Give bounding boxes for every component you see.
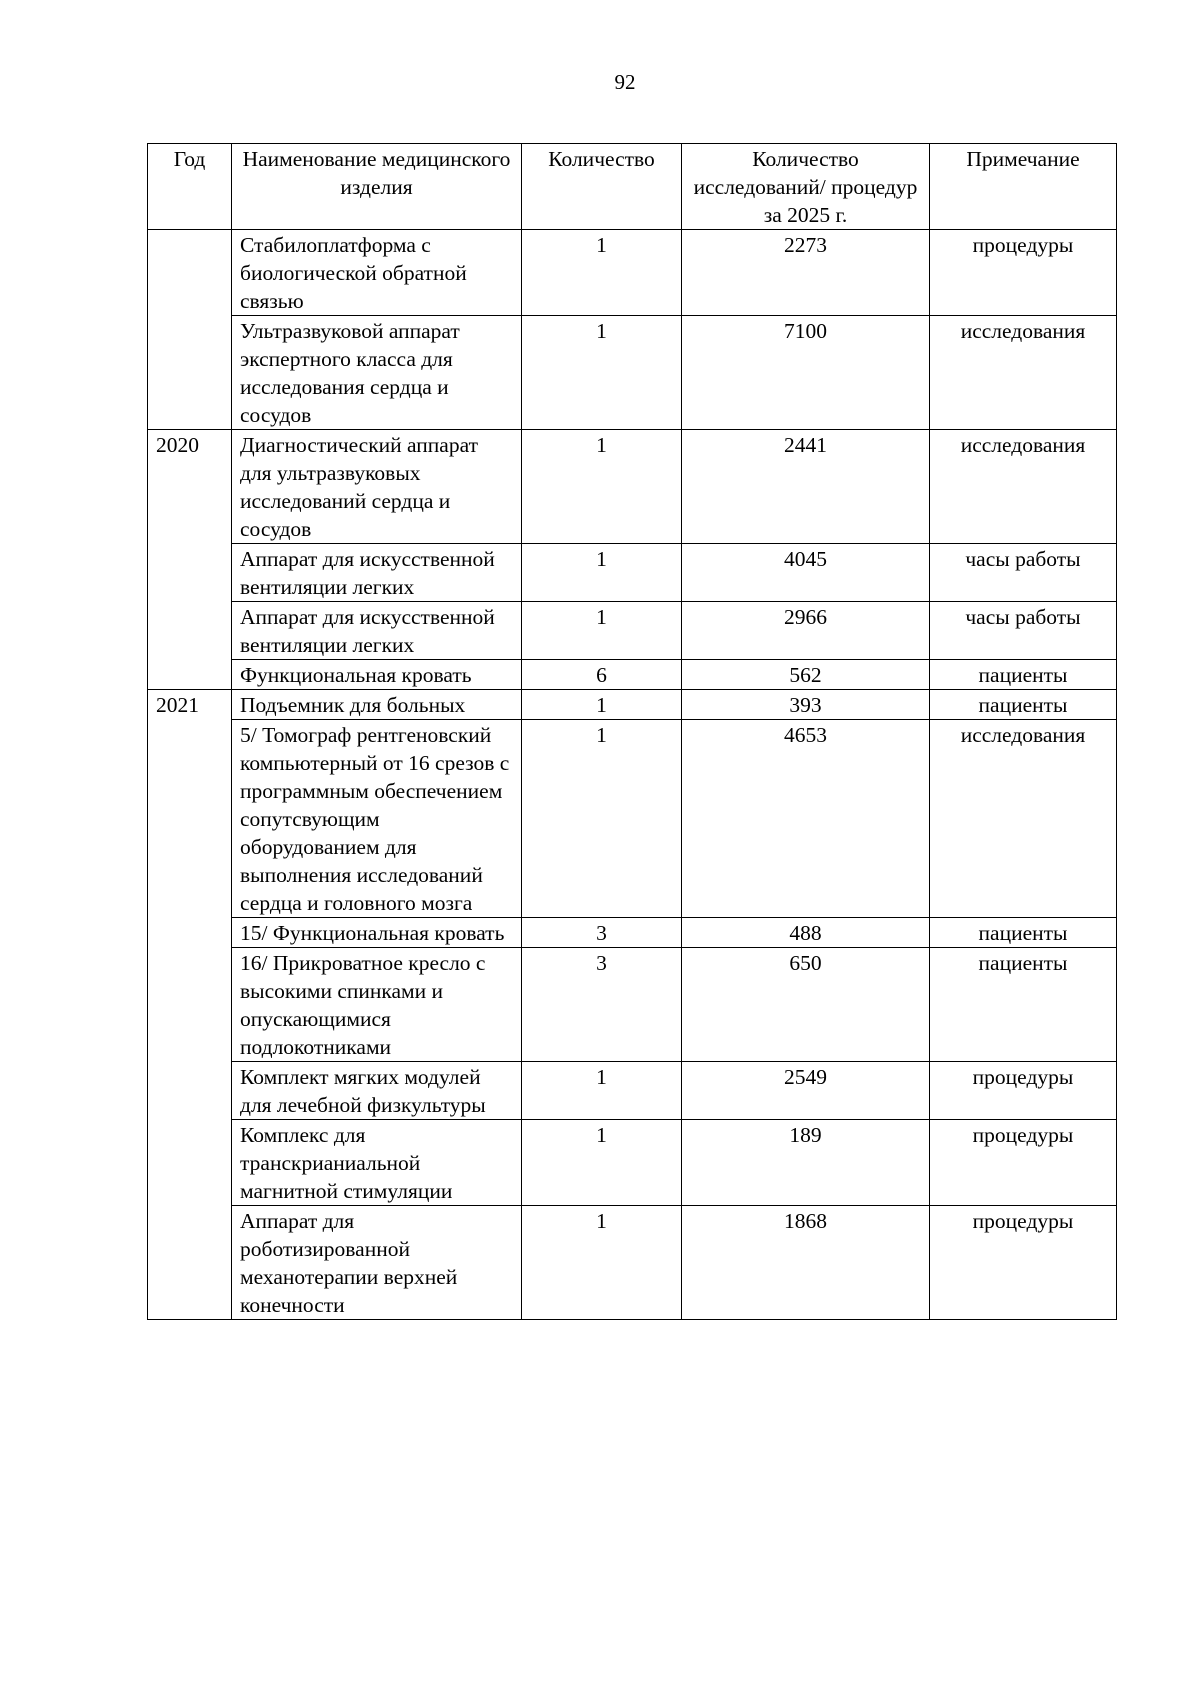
table-row <box>148 690 1117 720</box>
table-row <box>148 1120 1117 1206</box>
table-header-row <box>148 144 1117 230</box>
note-cell: исследования <box>930 316 1117 430</box>
year-cell: 2020 <box>148 430 232 690</box>
procedures-count-cell: 488 <box>682 918 930 948</box>
procedures-count-cell: 393 <box>682 690 930 720</box>
quantity-cell: 1 <box>522 230 682 316</box>
procedures-count-cell: 4045 <box>682 544 930 602</box>
device-name-cell: Комплект мягких модулей для лечебной физкультуры <box>232 1062 522 1120</box>
quantity-cell: 1 <box>522 1062 682 1120</box>
quantity-cell: 1 <box>522 544 682 602</box>
note-cell: пациенты <box>930 948 1117 1062</box>
note-cell: пациенты <box>930 690 1117 720</box>
device-name-cell: Ультразвуковой аппарат экспертного класса для исследования сердца и сосудов <box>232 316 522 430</box>
table-row <box>148 430 1117 544</box>
note-cell: исследования <box>930 720 1117 918</box>
year-cell <box>148 230 232 430</box>
procedures-count-cell: 2273 <box>682 230 930 316</box>
device-name-cell: Аппарат для искусственной вентиляции легких <box>232 602 522 660</box>
year-cell: 2021 <box>148 690 232 1320</box>
note-cell: часы работы <box>930 602 1117 660</box>
table-row <box>148 316 1117 430</box>
quantity-cell: 3 <box>522 918 682 948</box>
procedures-count-cell: 2966 <box>682 602 930 660</box>
device-name-cell: Комплекс для транскрианиальной магнитной стимуляции <box>232 1120 522 1206</box>
quantity-cell: 1 <box>522 690 682 720</box>
table-row <box>148 948 1117 1062</box>
table-row <box>148 230 1117 316</box>
note-cell: процедуры <box>930 1206 1117 1320</box>
device-name-cell: Диагностический аппарат для ультразвуковых исследований сердца и сосудов <box>232 430 522 544</box>
quantity-cell: 1 <box>522 720 682 918</box>
procedures-count-cell: 4653 <box>682 720 930 918</box>
table-row <box>148 544 1117 602</box>
note-cell: процедуры <box>930 1120 1117 1206</box>
table-row <box>148 918 1117 948</box>
table-row <box>148 1206 1117 1320</box>
device-name-cell: Функциональная кровать <box>232 660 522 690</box>
note-cell: часы работы <box>930 544 1117 602</box>
procedures-count-cell: 2549 <box>682 1062 930 1120</box>
note-cell: исследования <box>930 430 1117 544</box>
table-row <box>148 602 1117 660</box>
procedures-count-cell: 7100 <box>682 316 930 430</box>
header-name: Наименование медицинского изделия <box>232 144 522 230</box>
quantity-cell: 1 <box>522 430 682 544</box>
page-number: 92 <box>614 70 636 94</box>
table-row <box>148 660 1117 690</box>
quantity-cell: 3 <box>522 948 682 1062</box>
device-name-cell: Аппарат для искусственной вентиляции легких <box>232 544 522 602</box>
device-name-cell: Подъемник для больных <box>232 690 522 720</box>
quantity-cell: 1 <box>522 1206 682 1320</box>
note-cell: процедуры <box>930 230 1117 316</box>
quantity-cell: 1 <box>522 1120 682 1206</box>
procedures-count-cell: 1868 <box>682 1206 930 1320</box>
procedures-count-cell: 650 <box>682 948 930 1062</box>
device-name-cell: 16/ Прикроватное кресло с высокими спинками и опускающимися подлокотниками <box>232 948 522 1062</box>
procedures-count-cell: 189 <box>682 1120 930 1206</box>
header-quantity: Количество <box>522 144 682 230</box>
equipment-table <box>147 143 1117 1320</box>
note-cell: пациенты <box>930 918 1117 948</box>
quantity-cell: 1 <box>522 602 682 660</box>
device-name-cell: Стабилоплатформа с биологической обратной связью <box>232 230 522 316</box>
device-name-cell: 15/ Функциональная кровать <box>232 918 522 948</box>
header-note: Примечание <box>930 144 1117 230</box>
device-name-cell: Аппарат для роботизированной механотерапии верхней конечности <box>232 1206 522 1320</box>
quantity-cell: 1 <box>522 316 682 430</box>
header-year: Год <box>148 144 232 230</box>
table-row <box>148 720 1117 918</box>
table-row <box>148 1062 1117 1120</box>
note-cell: процедуры <box>930 1062 1117 1120</box>
note-cell: пациенты <box>930 660 1117 690</box>
procedures-count-cell: 562 <box>682 660 930 690</box>
header-procedures: Количество исследований/ процедур за 2025 г. <box>682 144 930 230</box>
quantity-cell: 6 <box>522 660 682 690</box>
device-name-cell: 5/ Томограф рентгеновский компьютерный от 16 срезов с программным обеспечением сопутсвующим оборудованием для выполнения исследований сердца и головного мозга <box>232 720 522 918</box>
procedures-count-cell: 2441 <box>682 430 930 544</box>
